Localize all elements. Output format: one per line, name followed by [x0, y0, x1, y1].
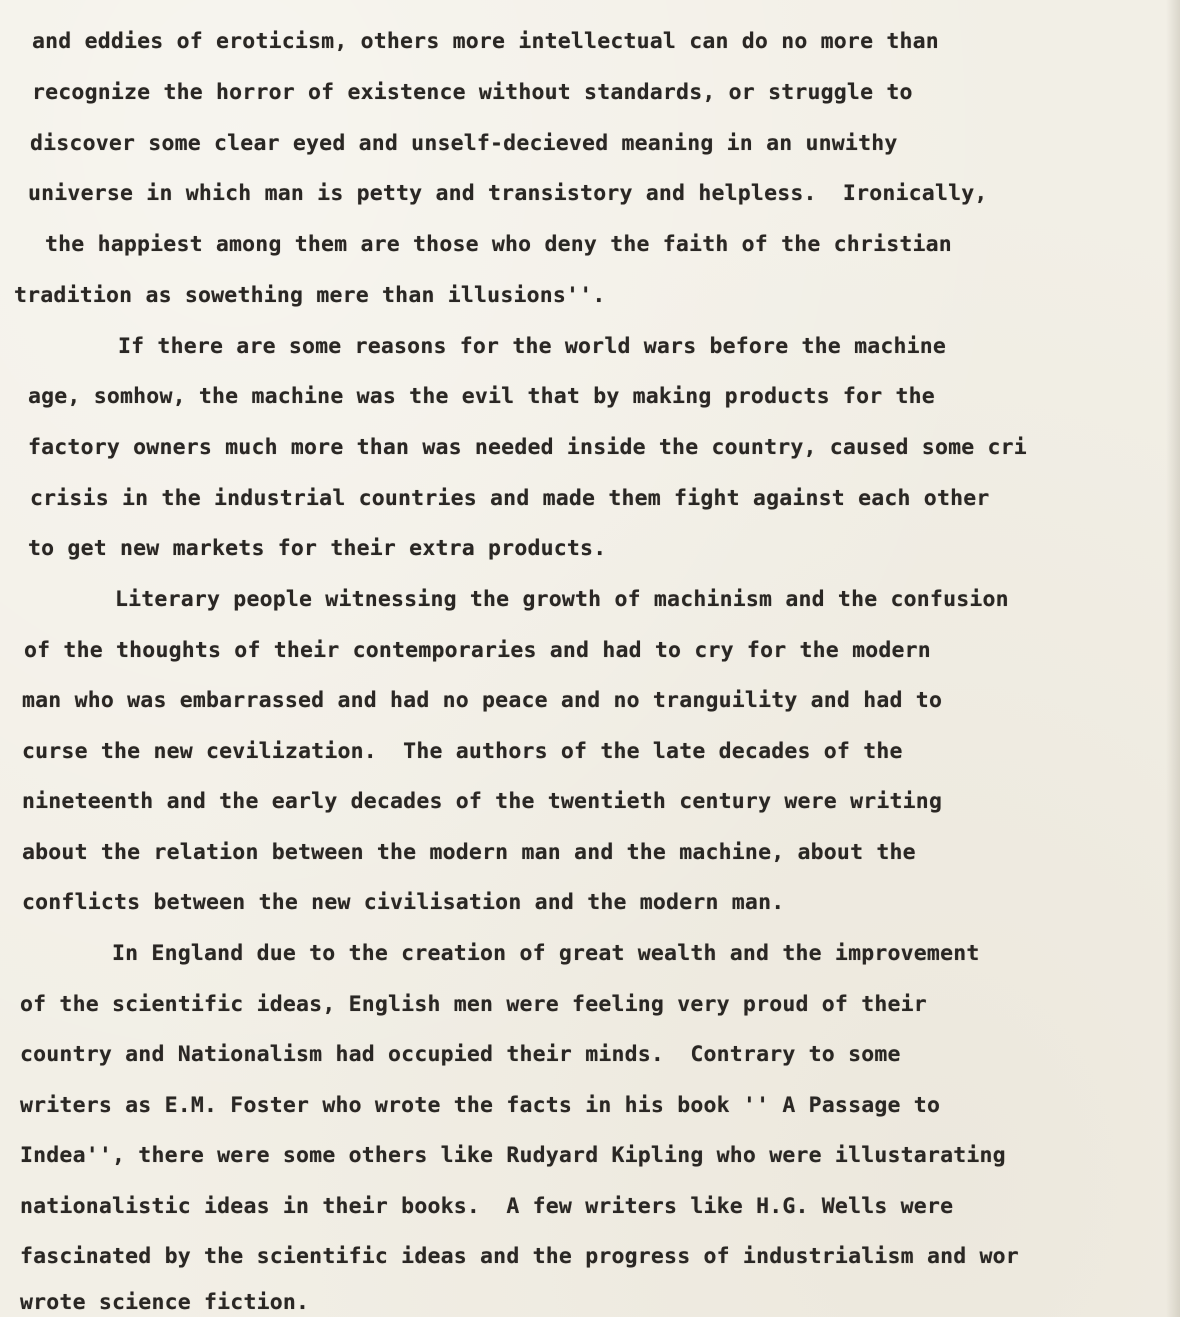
text-line: nationalistic ideas in their books. A few writers like H.G. Wells were	[20, 1194, 954, 1219]
text-line: Indea'', there were some others like Rudyard Kipling who were illustarating	[20, 1143, 1006, 1168]
text-line: to get new markets for their extra products.	[28, 536, 607, 561]
text-line: universe in which man is petty and transistory and helpless. Ironically,	[28, 181, 988, 206]
text-line: of the scientific ideas, English men were feeling very proud of their	[20, 992, 927, 1017]
text-line: tradition as sowething mere than illusions''.	[14, 283, 606, 308]
text-line: factory owners much more than was needed inside the country, caused some cri	[28, 435, 1027, 460]
text-line: discover some clear eyed and unself-decieved meaning in an unwithy	[30, 131, 898, 156]
text-line: Literary people witnessing the growth of machinism and the confusion	[115, 587, 1009, 612]
text-line: crisis in the industrial countries and made them fight against each other	[30, 486, 990, 511]
text-line: man who was embarrassed and had no peace and no tranguility and had to	[22, 688, 943, 713]
text-line: nineteenth and the early decades of the twentieth century were writing	[22, 789, 943, 814]
text-line: about the relation between the modern man and the machine, about the	[22, 840, 916, 865]
text-line: country and Nationalism had occupied their minds. Contrary to some	[20, 1042, 901, 1067]
text-line: the happiest among them are those who deny the faith of the christian	[45, 232, 952, 257]
text-line: conflicts between the new civilisation and the modern man.	[22, 890, 785, 915]
text-line: and eddies of eroticism, others more intellectual can do no more than	[32, 29, 939, 54]
text-line: writers as E.M. Foster who wrote the facts in his book '' A Passage to	[20, 1093, 941, 1118]
text-line: of the thoughts of their contemporaries and had to cry for the modern	[24, 638, 931, 663]
text-line: recognize the horror of existence without standards, or struggle to	[32, 80, 913, 105]
text-line: fascinated by the scientific ideas and the progress of industrialism and wor	[20, 1244, 1019, 1269]
text-line: In England due to the creation of great wealth and the improvement	[112, 941, 980, 966]
page-edge-shadow	[1166, 0, 1180, 1317]
text-line: age, somhow, the machine was the evil that by making products for the	[28, 384, 935, 409]
text-line: curse the new cevilization. The authors of the late decades of the	[22, 739, 903, 764]
text-line: If there are some reasons for the world wars before the machine	[118, 334, 947, 359]
text-line: wrote science fiction.	[20, 1290, 310, 1315]
